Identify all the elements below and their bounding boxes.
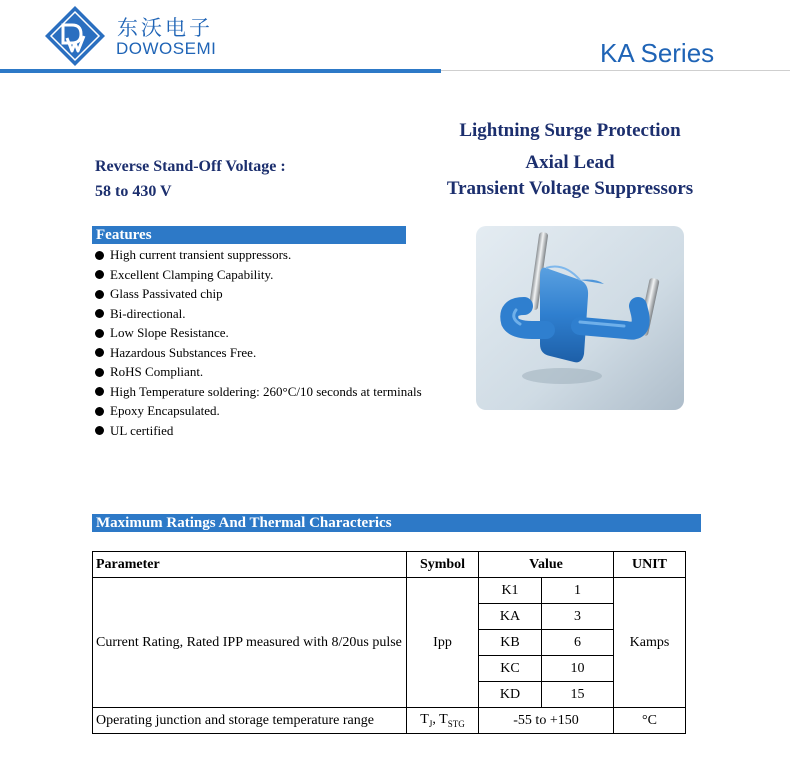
bullet-icon — [95, 290, 104, 299]
column-header-value: Value — [479, 552, 614, 578]
feature-item: Hazardous Substances Free. — [95, 343, 422, 363]
bullet-icon — [95, 348, 104, 357]
feature-list — [95, 245, 422, 440]
temperature-parameter: Operating junction and storage temperature range — [93, 708, 407, 734]
value-cell: 15 — [542, 682, 614, 708]
value-cell: 3 — [542, 604, 614, 630]
feature-item: High current transient suppressors. — [95, 245, 422, 265]
feature-item: Bi-directional. — [95, 304, 422, 324]
column-header-parameter: Parameter — [93, 552, 407, 578]
bullet-icon — [95, 426, 104, 435]
model-cell: KA — [479, 604, 542, 630]
column-header-unit: UNIT — [614, 552, 686, 578]
feature-item: Epoxy Encapsulated. — [95, 401, 422, 421]
bullet-icon — [95, 309, 104, 318]
temperature-value: -55 to +150 — [479, 708, 614, 734]
bullet-icon — [95, 387, 104, 396]
temperature-unit: °C — [614, 708, 686, 734]
model-cell: K1 — [479, 578, 542, 604]
header-rule-blue — [0, 69, 441, 73]
voltage-label: Reverse Stand-Off Voltage : — [95, 158, 286, 175]
bullet-icon — [95, 368, 104, 377]
ratings-table — [92, 551, 686, 734]
table-row — [93, 578, 686, 604]
product-title-line-1: Lightning Surge Protection — [459, 120, 681, 141]
model-cell: KB — [479, 630, 542, 656]
value-cell: 6 — [542, 630, 614, 656]
feature-item: RoHS Compliant. — [95, 362, 422, 382]
current-rating-unit: Kamps — [614, 578, 686, 708]
value-cell: 10 — [542, 656, 614, 682]
brand-name-chinese: 东沃电子 — [117, 16, 213, 40]
column-header-symbol: Symbol — [407, 552, 479, 578]
features-section-header: Features — [92, 226, 406, 244]
bullet-icon — [95, 270, 104, 279]
model-cell: KC — [479, 656, 542, 682]
current-rating-symbol: Ipp — [407, 578, 479, 708]
header-rule-grey — [441, 70, 790, 71]
feature-item: Excellent Clamping Capability. — [95, 265, 422, 285]
bullet-icon — [95, 329, 104, 338]
product-title-line-3: Transient Voltage Suppressors — [446, 178, 694, 199]
temperature-symbol: $T_J$, $T_{STG}$ — [407, 708, 479, 734]
product-title-line-2: Axial Lead — [525, 152, 615, 173]
feature-item: Glass Passivated chip — [95, 284, 422, 304]
table-header-row — [93, 552, 686, 578]
brand-name: DOWOSEMI — [116, 39, 217, 58]
table-row — [93, 708, 686, 734]
model-cell: KD — [479, 682, 542, 708]
ratings-section-header: Maximum Ratings And Thermal Characterics — [92, 514, 701, 532]
voltage-range: 58 to 430 V — [95, 183, 172, 200]
series-title: KA Series — [600, 38, 715, 68]
feature-item: High Temperature soldering: 260°C/10 seconds at terminals — [95, 382, 422, 402]
voltage-spec — [95, 154, 286, 204]
bullet-icon — [95, 407, 104, 416]
bullet-icon — [95, 251, 104, 260]
feature-item: Low Slope Resistance. — [95, 323, 422, 343]
value-cell: 1 — [542, 578, 614, 604]
current-rating-parameter: Current Rating, Rated IPP measured with 8/20us pulse — [93, 578, 407, 708]
product-photo — [476, 226, 684, 410]
dowosemi-logo-icon — [44, 5, 106, 67]
feature-item: UL certified — [95, 421, 422, 441]
